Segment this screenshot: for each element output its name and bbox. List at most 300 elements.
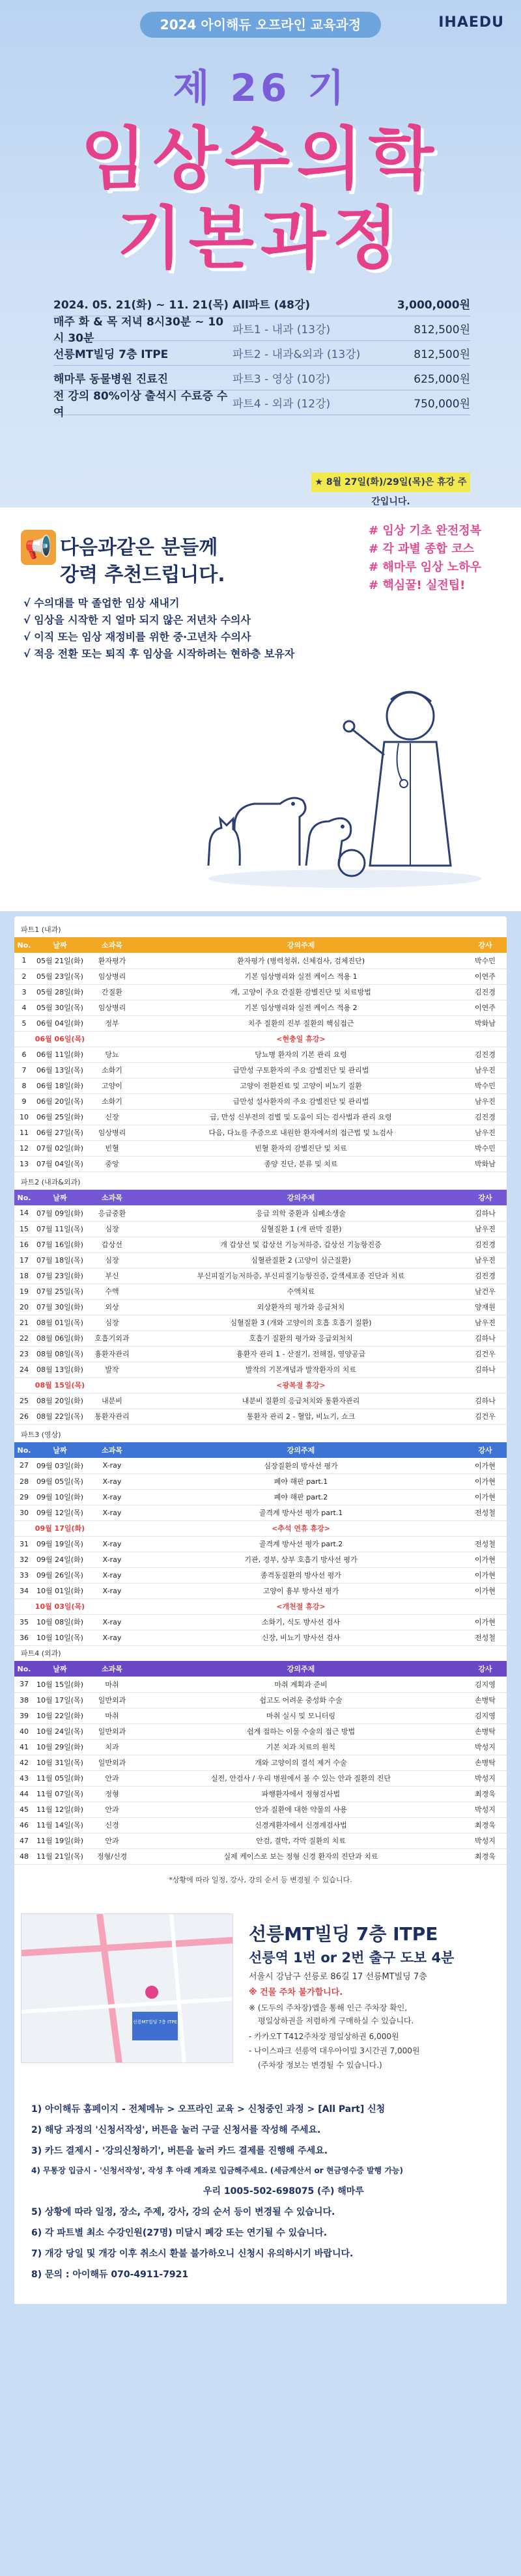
table-row [14, 1505, 507, 1520]
cell-lecturer: 박수민 [464, 1140, 507, 1156]
table-row [14, 1536, 507, 1552]
cell-subject: 환자평가 [86, 953, 138, 968]
schedule-caution: *상황에 따라 일정, 강사, 강의 순서 등 변경될 수 있습니다. [169, 1876, 352, 1884]
cell-lecturer: 이연주 [464, 968, 507, 984]
cell-topic: <개천절 휴강> [138, 1598, 464, 1614]
cell-date: 10월 03일(목) [34, 1598, 86, 1614]
cell-subject: 고양이 [86, 1078, 138, 1093]
cell-no [14, 1520, 34, 1536]
info-line: 4) 무통장 입금시 - '신청서작성', 작성 후 아래 계좌로 입금해주세요. (세금계산서 or 현금영수증 발행 가능) [31, 2166, 403, 2175]
cell-date: 05월 30일(목) [34, 1000, 86, 1015]
part-body [14, 953, 507, 1172]
table-row [14, 1473, 507, 1489]
cell-date: 09월 26일(목) [34, 1567, 86, 1583]
part2-section [14, 1175, 507, 1425]
cell-subject: 일반외과 [86, 1692, 138, 1708]
cell-no: 2 [14, 968, 34, 984]
bank-account: 우리 1005-502-698075 (주) 해마루 [203, 2186, 364, 2197]
cell-subject: X-ray [86, 1614, 138, 1630]
cell-topic: 급만성 설사환자의 주요 감별진단 및 관리법 [138, 1093, 464, 1109]
table-row [14, 1140, 507, 1156]
cell-no: 13 [14, 1156, 34, 1172]
cell-subject: 소화기 [86, 1093, 138, 1109]
cell-subject: 임상병리 [86, 1000, 138, 1015]
cell-no: 4 [14, 1000, 34, 1015]
cell-subject: 임상병리 [86, 1125, 138, 1140]
cell-date: 10월 24일(목) [34, 1723, 86, 1739]
parking-line: ※ (도두의 주차장)앱을 통해 인근 주차장 확인, [249, 2003, 408, 2012]
ihaedu-logo: IHAEDU [438, 14, 504, 31]
cell-topic: 발작의 기본개념과 발작환자의 치료 [138, 1362, 464, 1377]
cell-no: 33 [14, 1567, 34, 1583]
location-title: 선릉MT빌딩 7층 ITPE [249, 1923, 438, 1945]
cell-no: 24 [14, 1362, 34, 1377]
table-row [14, 1362, 507, 1377]
holiday-row [14, 1598, 507, 1614]
cell-topic: 내분비 질환의 응급처치와 통환자관리 [138, 1393, 464, 1408]
cell-no [14, 1031, 34, 1047]
cell-no: 3 [14, 984, 34, 1000]
part1-section [14, 923, 507, 1172]
cell-topic: <추석 연휴 휴강> [138, 1520, 464, 1536]
part4-table [14, 1661, 507, 1865]
part-body [14, 1205, 507, 1424]
table-row [14, 1786, 507, 1802]
table-row [14, 1205, 507, 1221]
cell-date: 09월 12일(목) [34, 1505, 86, 1520]
schedule-part: 파트3 - 영상 (10강) [232, 373, 331, 386]
cell-date: 05월 28일(화) [34, 984, 86, 1000]
cell-lecturer: 남건우 [464, 1283, 507, 1299]
cell-no: 22 [14, 1330, 34, 1346]
part3-table [14, 1442, 507, 1646]
cell-topic: 실제 케이스로 보는 정형 신경 환자의 진단과 치료 [138, 1848, 464, 1864]
table-header-row [14, 1190, 507, 1205]
table-row [14, 1393, 507, 1408]
cell-date: 11월 21일(목) [34, 1848, 86, 1864]
cell-subject: 정형 [86, 1786, 138, 1802]
cell-lecturer: 박성지 [464, 1770, 507, 1786]
hashtag: # 각 과별 종합 코스 [369, 542, 474, 556]
cell-no: 8 [14, 1078, 34, 1093]
schedule-part: 파트2 - 내과&외과 (13강) [232, 348, 361, 361]
cell-topic: 폐야 해판 part.2 [138, 1489, 464, 1505]
cell-no: 44 [14, 1786, 34, 1802]
schedule-price: 750,000원 [414, 398, 470, 411]
col-subject: 소과목 [86, 1661, 138, 1677]
table-row [14, 1408, 507, 1424]
part3-section [14, 1428, 507, 1646]
cell-lecturer: 이가현 [464, 1473, 507, 1489]
cell-lecturer: 김건우 [464, 1408, 507, 1424]
cell-subject: 안과 [86, 1770, 138, 1786]
col-subject: 소과목 [86, 1442, 138, 1458]
col-topic: 강의주제 [138, 1661, 464, 1677]
table-row [14, 1739, 507, 1755]
cell-no: 15 [14, 1221, 34, 1237]
recommend-section [0, 508, 521, 911]
cell-lecturer: 전성철 [464, 1536, 507, 1552]
cell-date: 10월 29일(화) [34, 1739, 86, 1755]
cell-subject: X-ray [86, 1583, 138, 1598]
schedule-left: 전 강의 80%이상 출석시 수료증 수여 [53, 389, 228, 419]
cell-no: 41 [14, 1739, 34, 1755]
location-address: 서울시 강남구 선릉로 86길 17 선릉MT빌딩 7층 [249, 1972, 427, 1982]
cell-date: 06월 13일(목) [34, 1062, 86, 1078]
cell-subject [86, 1520, 138, 1536]
cell-subject: 안과 [86, 1833, 138, 1848]
cell-lecturer: 남우진 [464, 1093, 507, 1109]
table-row [14, 1770, 507, 1786]
table-row [14, 1458, 507, 1473]
cell-lecturer: 남우진 [464, 1125, 507, 1140]
cell-lecturer: 박성지 [464, 1833, 507, 1848]
cell-date: 06월 27일(목) [34, 1125, 86, 1140]
cell-date: 09월 17일(화) [34, 1520, 86, 1536]
table-row [14, 1677, 507, 1692]
table-row [14, 1833, 507, 1848]
hashtag: # 핵심꿀! 실전팁! [369, 579, 466, 592]
generation-title: 제 26 기 [173, 66, 348, 110]
info-line: 7) 개강 당일 및 개강 이후 취소시 환불 불가하오니 신청시 유의하시기 바랍니다. [31, 2249, 354, 2259]
col-date: 날짜 [34, 1661, 86, 1677]
col-subject: 소과목 [86, 937, 138, 953]
cell-topic: 급만성 구토환자의 주요 감별진단 및 관리법 [138, 1062, 464, 1078]
table-row [14, 1283, 507, 1299]
col-lecturer: 강사 [464, 1661, 507, 1677]
cell-date: 08월 20일(화) [34, 1393, 86, 1408]
cell-topic: 골격계 방사선 평가 part.1 [138, 1505, 464, 1520]
schedule-table [53, 292, 470, 471]
cell-subject: 신경 [86, 1817, 138, 1833]
col-date: 날짜 [34, 1190, 86, 1205]
cell-lecturer: 김하나 [464, 1393, 507, 1408]
cell-subject: X-ray [86, 1473, 138, 1489]
col-no: No. [14, 937, 34, 953]
part4-section [14, 1647, 507, 1865]
cell-topic: 마취 실시 및 모니터링 [138, 1708, 464, 1723]
cell-topic: 개와 고양이의 결석 제거 수술 [138, 1755, 464, 1770]
cell-topic: 응급 의학 중환과 심폐소생술 [138, 1205, 464, 1221]
schedule-part: All파트 (48강) [232, 299, 311, 312]
table-row [14, 1708, 507, 1723]
cell-topic: 통환자 관리 2 - 혈압, 비뇨기, 쇼크 [138, 1408, 464, 1424]
cell-lecturer: 전성철 [464, 1630, 507, 1645]
col-lecturer: 강사 [464, 1190, 507, 1205]
cell-lecturer: 양재원 [464, 1299, 507, 1315]
cell-topic: 흉환자 관리 1 - 산절기, 전해질, 영양공급 [138, 1346, 464, 1362]
info-line: 5) 상황에 따라 일정, 장소, 주제, 강사, 강의 순서 등이 변경될 수 있습니다. [31, 2207, 335, 2217]
holiday-row [14, 1520, 507, 1536]
cell-lecturer: 박성지 [464, 1739, 507, 1755]
target-audience-list [23, 595, 294, 663]
cell-no: 29 [14, 1489, 34, 1505]
cell-no: 20 [14, 1299, 34, 1315]
cell-lecturer: 박수민 [464, 953, 507, 968]
cell-no: 5 [14, 1015, 34, 1031]
cell-date: 08월 13일(화) [34, 1362, 86, 1377]
cell-date: 07월 02일(화) [34, 1140, 86, 1156]
cell-no: 32 [14, 1552, 34, 1567]
cell-no: 18 [14, 1268, 34, 1283]
cell-date: 10월 08일(화) [34, 1614, 86, 1630]
cell-date: 06월 04일(화) [34, 1015, 86, 1031]
cell-date: 08월 06일(화) [34, 1330, 86, 1346]
cell-subject: 발작 [86, 1362, 138, 1377]
cell-subject: 빈혈 [86, 1140, 138, 1156]
cell-no: 16 [14, 1237, 34, 1252]
cell-topic: 개 갑상선 및 갑상선 기능저하증, 갑상선 기능항진증 [138, 1237, 464, 1252]
cell-lecturer: 김하나 [464, 1205, 507, 1221]
cell-date: 07월 30일(화) [34, 1299, 86, 1315]
cell-date: 07월 11일(목) [34, 1221, 86, 1237]
cell-lecturer: 박수민 [464, 1078, 507, 1093]
table-row [14, 1330, 507, 1346]
cell-subject: 외상 [86, 1299, 138, 1315]
cell-subject: 일반외과 [86, 1723, 138, 1739]
cell-no: 9 [14, 1093, 34, 1109]
table-row [14, 968, 507, 984]
cell-topic: 종양 진단, 분류 및 치료 [138, 1156, 464, 1172]
cell-topic: 신장, 비뇨기 방사선 검사 [138, 1630, 464, 1645]
cell-topic: 심혈관질환 2 (고양이 심근질환) [138, 1252, 464, 1268]
table-header-row [14, 937, 507, 953]
cell-subject [86, 1377, 138, 1393]
cell-topic: 소화기, 식도 방사선 검사 [138, 1614, 464, 1630]
cell-subject: X-ray [86, 1489, 138, 1505]
part1-table [14, 937, 507, 1172]
cell-lecturer: 최경욱 [464, 1817, 507, 1833]
part-label: 파트3 (영상) [21, 1431, 61, 1439]
cell-subject: 수액 [86, 1283, 138, 1299]
cell-topic: 다음, 다뇨를 주증으로 내원한 환자에서의 접근법 및 뇨검사 [138, 1125, 464, 1140]
schedule-left: 선릉MT빌딩 7층 ITPE [53, 348, 169, 361]
cell-topic: 치주 질환의 진부 질환의 핵심접근 [138, 1015, 464, 1031]
cell-no: 45 [14, 1802, 34, 1817]
schedule-price: 812,500원 [414, 348, 470, 361]
table-row [14, 1078, 507, 1093]
col-lecturer: 강사 [464, 1442, 507, 1458]
cell-lecturer: 남우진 [464, 1252, 507, 1268]
cell-no: 12 [14, 1140, 34, 1156]
cell-topic: 수액치료 [138, 1283, 464, 1299]
cell-topic: 폐야 해판 part.1 [138, 1473, 464, 1489]
cell-subject: 통환자관리 [86, 1408, 138, 1424]
cell-subject: 일반외과 [86, 1755, 138, 1770]
table-row [14, 1015, 507, 1031]
application-info [14, 2089, 507, 2304]
cell-no: 34 [14, 1583, 34, 1598]
cell-no: 25 [14, 1393, 34, 1408]
cell-date: 11월 14일(목) [34, 1817, 86, 1833]
cell-no: 35 [14, 1614, 34, 1630]
cell-lecturer: 김건우 [464, 1346, 507, 1362]
cell-subject: 호흡기외과 [86, 1330, 138, 1346]
cell-date: 06월 20일(목) [34, 1093, 86, 1109]
cell-no: 43 [14, 1770, 34, 1786]
cell-lecturer: 박화남 [464, 1156, 507, 1172]
cell-topic: 신경계환자에서 신경계검사법 [138, 1817, 464, 1833]
cell-lecturer: 김진경 [464, 1109, 507, 1125]
cell-no: 7 [14, 1062, 34, 1078]
info-line: 2) 해당 과정의 '신청서작성', 버튼을 눌러 구글 신청서를 작성해 주세요. [31, 2125, 321, 2135]
cell-topic: 실전, 안검사 / 우리 병원에서 볼 수 있는 안과 질환의 진단 [138, 1770, 464, 1786]
cell-date: 06월 11일(화) [34, 1047, 86, 1062]
cell-no: 31 [14, 1536, 34, 1552]
cell-no: 30 [14, 1505, 34, 1520]
schedule-price: 625,000원 [414, 373, 470, 386]
cell-date: 10월 31일(목) [34, 1755, 86, 1770]
megaphone-icon: 📢 [24, 534, 53, 560]
cell-lecturer: 김하나 [464, 1330, 507, 1346]
table-row [14, 984, 507, 1000]
cell-topic: 마취 계획과 준비 [138, 1677, 464, 1692]
col-date: 날짜 [34, 1442, 86, 1458]
target-audience-item: √ 수의대를 막 졸업한 임상 새내기 [23, 597, 180, 609]
col-no: No. [14, 1442, 34, 1458]
cell-topic: 파행환자에서 정형검사법 [138, 1786, 464, 1802]
cell-no: 19 [14, 1283, 34, 1299]
schedule-part: 파트1 - 내과 (13강) [232, 323, 331, 336]
cell-lecturer: 남우진 [464, 1062, 507, 1078]
cell-date: 09월 10일(화) [34, 1489, 86, 1505]
cell-topic: 심혈질환 1 (개 판막 질환) [138, 1221, 464, 1237]
cell-no: 23 [14, 1346, 34, 1362]
schedule-row [53, 341, 470, 366]
cell-lecturer [464, 1377, 507, 1393]
cell-lecturer: 손병탁 [464, 1692, 507, 1708]
table-row [14, 1156, 507, 1172]
cell-subject: 마취 [86, 1677, 138, 1692]
col-topic: 강의주제 [138, 1442, 464, 1458]
recommend-title-line1: 다음과같은 분들께 [60, 536, 218, 559]
cell-topic: 환자평가 (병력청취, 신체검사, 검체진단) [138, 953, 464, 968]
cell-lecturer: 남우진 [464, 1221, 507, 1237]
cell-subject: 당뇨 [86, 1047, 138, 1062]
parking-line: - 카카오T T412주차장 평일상하권 6,000원 [249, 2032, 399, 2041]
cell-lecturer: 최경욱 [464, 1848, 507, 1864]
target-audience-item: √ 임상을 시작한 지 얼마 되지 않은 저년차 수의사 [23, 614, 251, 626]
cell-lecturer: 손병탁 [464, 1755, 507, 1770]
map-drawing [21, 1914, 233, 2063]
schedule-row [53, 389, 470, 419]
cell-date: 06월 25일(화) [34, 1109, 86, 1125]
cell-date: 05월 23일(목) [34, 968, 86, 984]
cell-topic: 급, 만성 신부전의 검별 및 도움이 되는 검사법과 관리 요령 [138, 1109, 464, 1125]
cell-no: 27 [14, 1458, 34, 1473]
table-row [14, 1723, 507, 1739]
schedule-left: 해마루 동물병원 진료진 [53, 373, 169, 386]
cell-subject: X-ray [86, 1536, 138, 1552]
cell-lecturer: 김진경 [464, 984, 507, 1000]
table-header-row [14, 1442, 507, 1458]
parking-line: 평일상하권을 저렴하게 구매하실 수 있습니다. [258, 2016, 414, 2025]
recommend-title-line2: 강력 추천드립니다. [60, 564, 225, 586]
cell-subject: X-ray [86, 1630, 138, 1645]
table-row [14, 1221, 507, 1237]
cell-topic: 심장질환의 방사선 평가 [138, 1458, 464, 1473]
table-row [14, 1109, 507, 1125]
cell-subject: X-ray [86, 1505, 138, 1520]
col-topic: 강의주제 [138, 937, 464, 953]
cell-date: 07월 09일(화) [34, 1205, 86, 1221]
cell-date: 09월 05일(목) [34, 1473, 86, 1489]
cell-date: 08월 15일(목) [34, 1377, 86, 1393]
table-row [14, 1802, 507, 1817]
table-row [14, 1346, 507, 1362]
cell-no: 21 [14, 1315, 34, 1330]
schedule-price: 3,000,000원 [397, 299, 470, 312]
cell-lecturer: 김진경 [464, 1268, 507, 1283]
col-date: 날짜 [34, 937, 86, 953]
schedule-part: 파트4 - 외과 (12강) [232, 398, 331, 411]
cell-no: 28 [14, 1473, 34, 1489]
target-audience-item: √ 이직 또는 임상 재정비를 위한 중·고년차 수의사 [23, 631, 251, 643]
contact-line: 8) 문의 : 아이해듀 070-4911-7921 [31, 2269, 189, 2280]
cell-date: 09월 03일(화) [34, 1458, 86, 1473]
cell-date: 07월 04일(목) [34, 1156, 86, 1172]
cell-topic: 외상환자의 평가와 응급처치 [138, 1299, 464, 1315]
table-row [14, 1755, 507, 1770]
cell-topic: 개, 고양이 주요 간질환 감별진단 및 치료방법 [138, 984, 464, 1000]
cell-subject: X-ray [86, 1458, 138, 1473]
cell-date: 06월 18일(화) [34, 1078, 86, 1093]
cell-lecturer: 최경욱 [464, 1786, 507, 1802]
cell-no: 47 [14, 1833, 34, 1848]
table-row [14, 1817, 507, 1833]
cell-lecturer: 이가현 [464, 1567, 507, 1583]
hero-banner [0, 0, 521, 596]
cell-no: 37 [14, 1677, 34, 1692]
cell-subject: X-ray [86, 1567, 138, 1583]
cell-subject: 신장 [86, 1109, 138, 1125]
cell-date: 07월 16일(화) [34, 1237, 86, 1252]
parking-line: - 나이스파크 선릉역 대우아이빌 3시간권 7,000원 [249, 2046, 420, 2055]
part-body [14, 1458, 507, 1645]
cell-subject: 소화기 [86, 1062, 138, 1078]
cell-lecturer: 김지영 [464, 1677, 507, 1692]
cell-lecturer: 이가현 [464, 1489, 507, 1505]
cell-lecturer: 이연주 [464, 1000, 507, 1015]
cell-date: 10월 01일(화) [34, 1583, 86, 1598]
holiday-row [14, 1377, 507, 1393]
cell-no: 38 [14, 1692, 34, 1708]
cell-topic: 부신피질기능저하증, 부신피질기능항진증, 갈색세포종 진단과 치료 [138, 1268, 464, 1283]
cell-no [14, 1377, 34, 1393]
part-label: 파트4 (외과) [21, 1649, 61, 1658]
cell-topic: 심혈질환 3 (개와 고양이의 호흡 호흡기 질환) [138, 1315, 464, 1330]
cell-subject: 심장 [86, 1221, 138, 1237]
table-row [14, 1125, 507, 1140]
cell-subject: 응급중환 [86, 1205, 138, 1221]
cell-subject: 임상병리 [86, 968, 138, 984]
cell-no: 11 [14, 1125, 34, 1140]
table-row [14, 1630, 507, 1645]
cell-topic: 기관, 경부, 상부 호흡기 방사선 평가 [138, 1552, 464, 1567]
cell-subject: 안과 [86, 1802, 138, 1817]
cell-topic: 골격계 방사선 평가 part.2 [138, 1536, 464, 1552]
cell-date: 11월 07일(목) [34, 1786, 86, 1802]
col-topic: 강의주제 [138, 1190, 464, 1205]
cell-no: 48 [14, 1848, 34, 1864]
table-row [14, 1692, 507, 1708]
hashtag: # 임상 기초 완전정복 [369, 524, 481, 538]
table-row [14, 1047, 507, 1062]
cell-topic: 고양이 전환진료 및 고양이 비뇨기 질환 [138, 1078, 464, 1093]
cell-lecturer: 손병탁 [464, 1723, 507, 1739]
cell-no: 36 [14, 1630, 34, 1645]
cell-lecturer [464, 1598, 507, 1614]
